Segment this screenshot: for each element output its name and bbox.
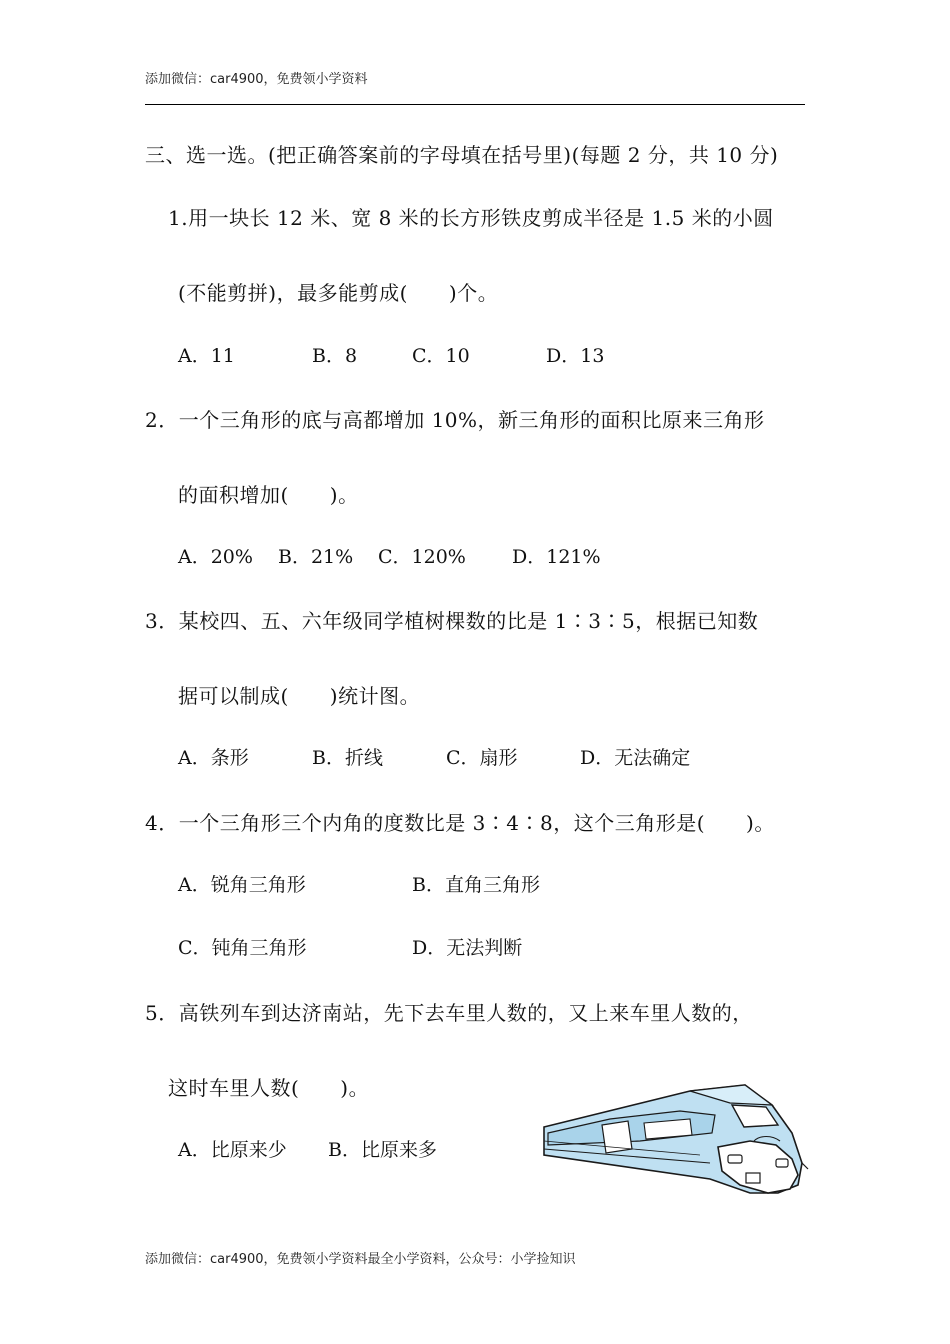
question-3-line-2: 据可以制成( )统计图。 — [178, 684, 421, 708]
section-title: 三、选一选。(把正确答案前的字母填在括号里)(每题 2 分，共 10 分) — [145, 143, 779, 167]
question-1-option-c: C．10 — [412, 345, 470, 367]
question-3-option-d: D．无法确定 — [580, 747, 691, 769]
page-footer: 添加微信：car4900，免费领小学资料最全小学资料，公众号：小学捡知识 — [145, 1252, 576, 1267]
question-5-line-2: 这时车里人数( )。 — [168, 1076, 370, 1100]
question-1-option-a: A．11 — [178, 345, 235, 367]
question-5-line-1: 5．高铁列车到达济南站，先下去车里人数的，又上来车里人数的， — [145, 1001, 753, 1025]
question-2-option-d: D．121% — [512, 546, 601, 568]
train-tip-line — [802, 1163, 808, 1169]
question-1-option-b: B．8 — [312, 345, 358, 367]
question-3-line-1: 3．某校四、五、六年级同学植树棵数的比是 1∶3∶5，根据已知数 — [145, 609, 759, 633]
question-1-line-2: (不能剪拼)，最多能剪成( )个。 — [178, 281, 499, 305]
train-illustration — [540, 1075, 810, 1200]
question-3-option-b: B．折线 — [312, 747, 383, 769]
train-headlight-left — [728, 1155, 742, 1163]
question-4-option-d: D．无法判断 — [412, 937, 523, 959]
question-4-line-1: 4．一个三角形三个内角的度数比是 3∶4∶8，这个三角形是( )。 — [145, 811, 775, 835]
question-3-option-a: A．条形 — [178, 747, 249, 769]
question-1-option-d: D．13 — [546, 345, 605, 367]
high-speed-train-icon — [540, 1075, 810, 1200]
question-5-option-b: B．比原来多 — [328, 1139, 437, 1161]
question-4-option-c: C．钝角三角形 — [178, 937, 307, 959]
question-1-line-1: 1.用一块长 12 米、宽 8 米的长方形铁皮剪成半径是 1.5 米的小圆 — [168, 206, 774, 230]
train-side-panel — [644, 1119, 692, 1139]
question-2-option-c: C．120% — [378, 546, 466, 568]
question-4-option-b: B．直角三角形 — [412, 874, 540, 896]
question-2-line-2: 的面积增加( )。 — [178, 483, 359, 507]
train-headlight-right — [776, 1159, 788, 1167]
question-2-line-1: 2．一个三角形的底与高都增加 10%，新三角形的面积比原来三角形 — [145, 408, 765, 432]
page-header: 添加微信：car4900，免费领小学资料 — [145, 72, 368, 87]
question-2-option-b: B．21% — [278, 546, 354, 568]
question-4-option-a: A．锐角三角形 — [178, 874, 306, 896]
question-3-option-c: C．扇形 — [446, 747, 518, 769]
question-2-option-a: A．20% — [178, 546, 253, 568]
header-divider — [145, 104, 805, 105]
question-5-option-a: A．比原来少 — [178, 1139, 287, 1161]
train-coupler — [746, 1173, 760, 1183]
